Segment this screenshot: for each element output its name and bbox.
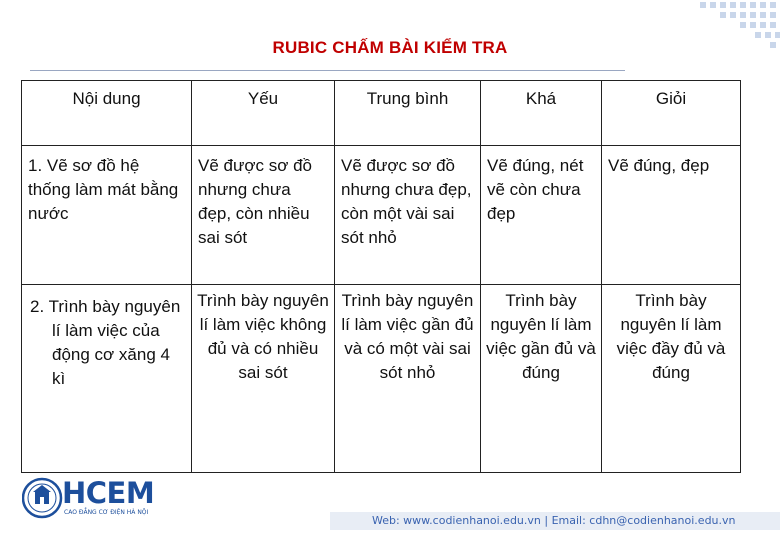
- header-cell-good: Khá: [481, 81, 602, 146]
- table-cell: Trình bày nguyên lí làm việc gần đủ và đúng: [481, 285, 602, 473]
- header-cell-excellent: Giỏi: [602, 81, 741, 146]
- table-cell: Vẽ đúng, nét vẽ còn chưa đẹp: [481, 146, 602, 285]
- footer-contact-text: Web: www.codienhanoi.edu.vn | Email: cdhn@codienhanoi.edu.vn: [372, 514, 736, 527]
- table-cell: 2. Trình bày nguyên lí làm việc của động cơ xăng 4 kì: [22, 285, 192, 473]
- table-cell: 1. Vẽ sơ đồ hệ thống làm mát bằng nước: [22, 146, 192, 285]
- table-cell: Vẽ được sơ đồ nhưng chưa đẹp, còn một vài sai sót nhỏ: [335, 146, 481, 285]
- header-cell-average: Trung bình: [335, 81, 481, 146]
- corner-dots-decoration: [630, 0, 780, 70]
- header-cell-content: Nội dung: [22, 81, 192, 146]
- rubric-table: [21, 80, 741, 473]
- table-cell: Vẽ được sơ đồ nhưng chưa đẹp, còn nhiều sai sót: [192, 146, 335, 285]
- table-cell: Trình bày nguyên lí làm việc không đủ và có nhiều sai sót: [192, 285, 335, 473]
- table-cell: Vẽ đúng, đẹp: [602, 146, 741, 285]
- table-cell: Trình bày nguyên lí làm việc gần đủ và có một vài sai sót nhỏ: [335, 285, 481, 473]
- logo-wordmark: HCEM: [62, 476, 155, 510]
- title-underline: [30, 70, 625, 71]
- table-row: [22, 285, 741, 473]
- table-cell: Trình bày nguyên lí làm việc đầy đủ và đúng: [602, 285, 741, 473]
- page-title: RUBIC CHẤM BÀI KIỂM TRA: [272, 38, 508, 57]
- header-cell-weak: Yếu: [192, 81, 335, 146]
- table-row: [22, 146, 741, 285]
- header-row: [22, 81, 741, 146]
- logo-subtitle: CAO ĐẲNG CƠ ĐIỆN HÀ NỘI: [64, 509, 149, 516]
